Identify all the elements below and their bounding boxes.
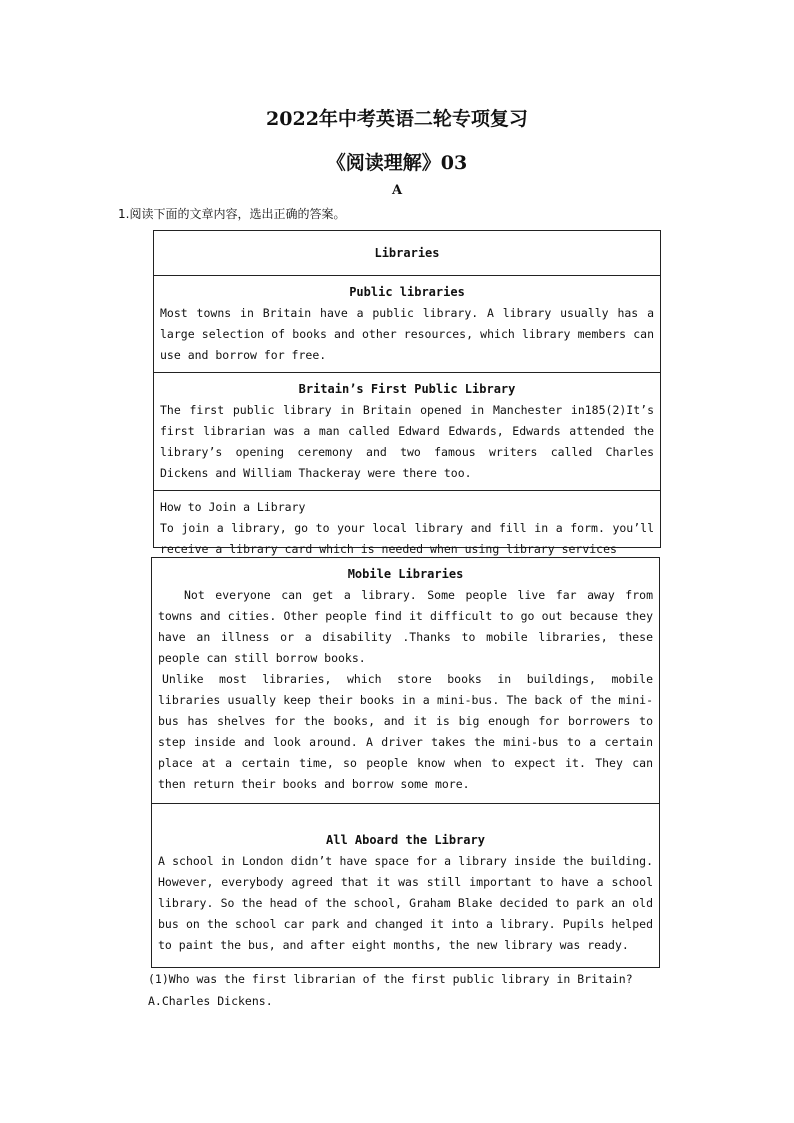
section-letter: A <box>391 183 403 198</box>
page-subtitle: 《阅读理解》03 <box>326 152 468 174</box>
public-libraries-section <box>154 275 660 372</box>
table-heading: Libraries <box>374 246 440 260</box>
mobile-libraries-paragraph-1: Not everyone can get a library. Some people live far away from towns and cities. Other people find it difficult to go out because they have an illness or a disability .Thanks to mobile libraries, these people can still borrow books. <box>158 588 653 665</box>
all-aboard-text: A school in London didn’t have space for a library inside the building. However, everybody agreed that it was still important to have a school library. So the head of the school, Graham Blake decided to park an old bus on the school car park and changed it into a library. Pupils helped to paint the bus, and after eight months, the new library was ready. <box>158 854 653 952</box>
instruction-text: 1.阅读下面的文章内容，选出正确的答案。 <box>118 207 346 221</box>
join-library-section <box>154 490 660 566</box>
all-aboard-title: All Aboard the Library <box>326 833 485 847</box>
public-libraries-title: Public libraries <box>349 285 465 299</box>
mobile-libraries-table <box>151 557 660 968</box>
question-1: (1)Who was the first librarian of the first public library in Britain? <box>148 972 633 986</box>
question-1-option-a: A.Charles Dickens. <box>148 994 273 1008</box>
all-aboard-section <box>152 803 659 962</box>
first-library-section <box>154 372 660 490</box>
first-library-text: The first public library in Britain opened in Manchester in185(2)It’s first librarian was a man called Edward Edwards, Edwards attended the library’s opening ceremony and two famous writers called Charles Dickens and William Thackeray were there too. <box>160 403 654 480</box>
first-library-title: Britain’s First Public Library <box>298 382 516 396</box>
mobile-libraries-title: Mobile Libraries <box>347 567 464 581</box>
join-library-title: How to Join a Library <box>160 500 306 514</box>
join-library-text: To join a library, go to your local library and fill in a form. you’ll receive a library card which is needed when using library services <box>160 521 654 556</box>
mobile-libraries-section <box>152 558 659 803</box>
page-title: 2022年中考英语二轮专项复习 <box>266 108 528 130</box>
libraries-table <box>153 230 661 556</box>
public-libraries-text: Most towns in Britain have a public library. A library usually has a large selection of books and other resources, which library members can use and borrow for free. <box>160 306 654 362</box>
mobile-libraries-paragraph-2: Unlike most libraries, which store books in buildings, mobile libraries usually keep their books in a mini-bus. The back of the mini-bus has shelves for the books, and it is big enough for borrowers to step inside and look around. A driver takes the mini-bus to a certain place at a certain time, so people know when to expect it. They can then return their books and borrow some more. <box>158 672 653 791</box>
